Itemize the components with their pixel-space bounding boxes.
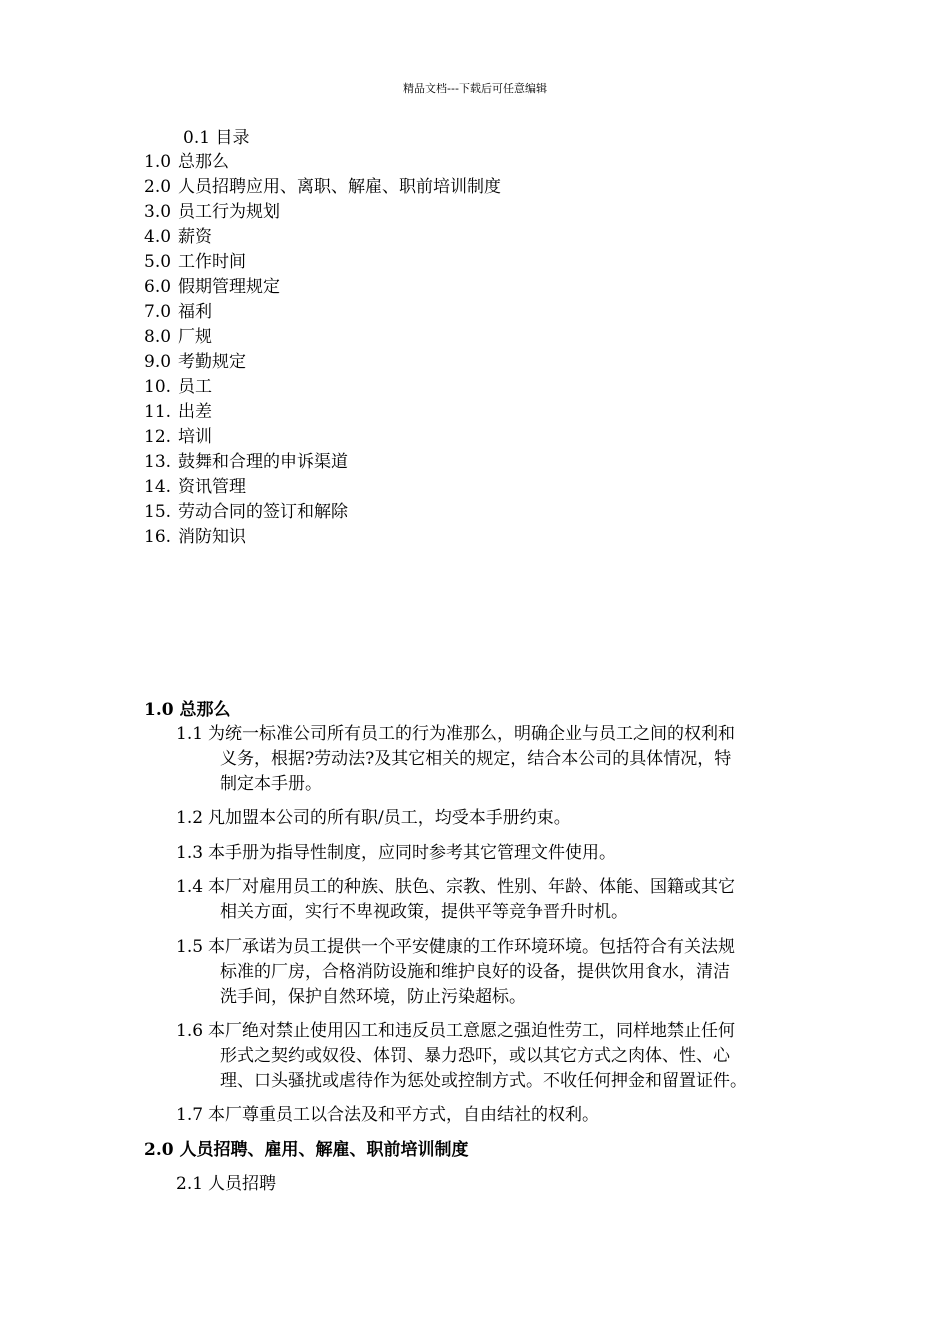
clause-1-2: 1.2 凡加盟本公司的所有职/员工，均受本手册约束。 — [176, 808, 571, 828]
clause-1-4: 1.4 本厂对雇用员工的种族、肤色、宗教、性别、年龄、体能、国籍或其它 相关方面，实行不卑视政策，提供平等竞争晋升时机。 — [176, 877, 735, 922]
clause-1-7: 1.7 本厂尊重员工以合法及和平方式，自由结社的权利。 — [176, 1105, 599, 1125]
toc-item: 7.0 福利 — [144, 302, 212, 322]
toc-item: 10. 员工 — [144, 377, 212, 397]
toc-item: 15. 劳动合同的签订和解除 — [144, 502, 348, 522]
page-header: 精品文档---下载后可任意编辑 — [403, 82, 547, 95]
toc-title: 0.1 目录 — [183, 128, 250, 148]
toc-item: 11. 出差 — [144, 402, 212, 422]
toc-item: 16. 消防知识 — [144, 527, 246, 547]
toc-item: 1.0 总那么 — [144, 152, 229, 172]
toc-item: 5.0 工作时间 — [144, 252, 246, 272]
toc-item: 9.0 考勤规定 — [144, 352, 246, 372]
toc-item: 14. 资讯管理 — [144, 477, 246, 497]
toc-item: 12. 培训 — [144, 427, 212, 447]
toc-list — [144, 150, 501, 550]
toc-item: 6.0 假期管理规定 — [144, 277, 280, 297]
clause-2-1: 2.1 人员招聘 — [176, 1174, 276, 1194]
clause-1-6: 1.6 本厂绝对禁止使用囚工和违反员工意愿之强迫性劳工，同样地禁止任何 形式之契约或奴役、体罚、暴力恐吓，或以其它方式之肉体、性、心 理、口头骚扰或虐待作为惩处或控制方式。不收任何押金和留置证件。 — [176, 1021, 747, 1091]
section-heading: 2.0 人员招聘、雇用、解雇、职前培训制度 — [144, 1140, 469, 1160]
clause-1-5: 1.5 本厂承诺为员工提供一个平安健康的工作环境环境。包括符合有关法规 标准的厂房，合格消防设施和维护良好的设备，提供饮用食水，清洁 洗手间，保护自然环境，防止污染超标。 — [176, 937, 735, 1007]
toc-item: 13. 鼓舞和合理的申诉渠道 — [144, 452, 348, 472]
section-heading: 1.0 总那么 — [144, 700, 231, 720]
clause-1-3: 1.3 本手册为指导性制度，应同时参考其它管理文件使用。 — [176, 843, 616, 863]
toc-item: 4.0 薪资 — [144, 227, 212, 247]
toc-item: 2.0 人员招聘应用、离职、解雇、职前培训制度 — [144, 177, 501, 197]
toc-item: 3.0 员工行为规划 — [144, 202, 280, 222]
clause-1-1: 1.1 为统一标准公司所有员工的行为准那么，明确企业与员工之间的权利和 义务，根据?劳动法?及其它相关的规定，结合本公司的具体情况，特 制定本手册。 — [176, 724, 735, 794]
toc-item: 8.0 厂规 — [144, 327, 212, 347]
